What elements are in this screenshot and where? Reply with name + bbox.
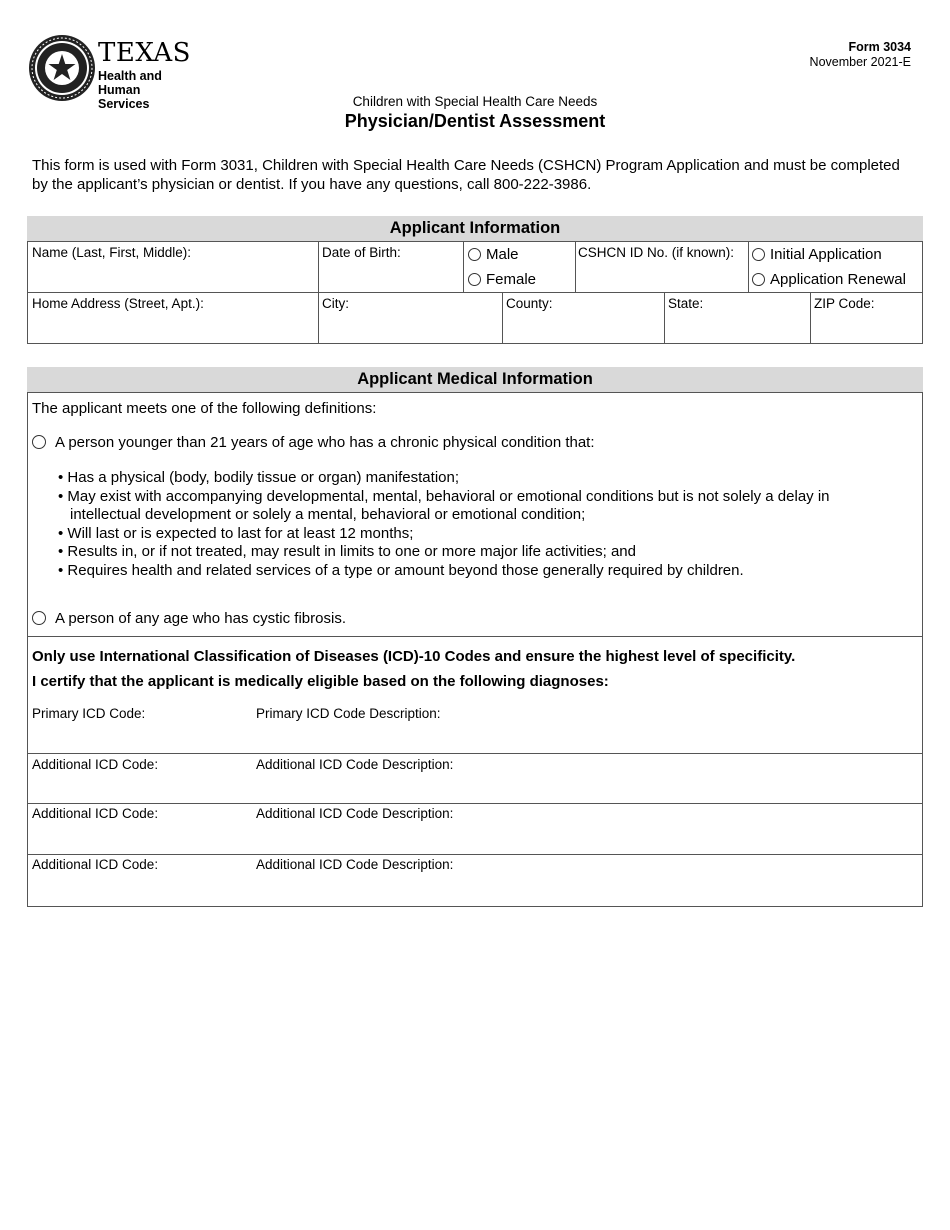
home-address-field[interactable] bbox=[28, 293, 318, 314]
initial-application-label: Initial Application bbox=[770, 246, 882, 263]
section-heading: Applicant Information bbox=[27, 216, 923, 241]
male-label: Male bbox=[486, 246, 519, 263]
form-subtitle: Children with Special Health Care Needs bbox=[352, 94, 598, 109]
list-item: • Requires health and related services of a type or amount beyond those generally required by children. bbox=[58, 562, 878, 581]
city-field[interactable] bbox=[318, 293, 502, 314]
additional-icd-code-field-1[interactable]: Additional ICD Code: bbox=[32, 757, 159, 772]
list-item: • May exist with accompanying developmental, mental, behavioral or emotional conditions but is not solely a delay in intellectual development or solely a mental, behavioral or emotional condition; bbox=[58, 488, 878, 525]
zip-code-label: ZIP Code: bbox=[814, 296, 875, 311]
medical-information-grid bbox=[27, 392, 923, 907]
title-block bbox=[0, 94, 950, 132]
form-title: Physician/Dentist Assessment bbox=[344, 111, 606, 131]
county-label: County: bbox=[506, 296, 553, 311]
zip-code-field[interactable] bbox=[810, 293, 922, 314]
state-field[interactable] bbox=[664, 293, 810, 314]
name-label: Name (Last, First, Middle): bbox=[32, 245, 192, 260]
definition-option-1-label: A person younger than 21 years of age who has a chronic physical condition that: bbox=[55, 434, 595, 451]
definitions-intro: The applicant meets one of the following definitions: bbox=[32, 400, 377, 417]
name-field[interactable] bbox=[28, 242, 318, 263]
applicant-information-grid bbox=[27, 241, 923, 344]
female-label: Female bbox=[486, 271, 537, 288]
form-date: November 2021-E bbox=[809, 55, 911, 69]
definition-option-2[interactable] bbox=[32, 609, 346, 628]
logo-wordmark: TEXAS bbox=[98, 38, 191, 68]
logo-subtitle-1: Health and Human bbox=[98, 69, 162, 97]
definition-option-1[interactable] bbox=[32, 433, 595, 452]
radio-icon bbox=[32, 435, 46, 449]
section-heading: Applicant Medical Information bbox=[27, 367, 923, 392]
logo-subtitle-2: Services bbox=[98, 97, 150, 111]
dob-field[interactable] bbox=[318, 242, 463, 263]
female-radio[interactable] bbox=[468, 271, 536, 288]
additional-icd-description-field-3[interactable]: Additional ICD Code Description: bbox=[256, 857, 454, 872]
male-radio[interactable] bbox=[468, 246, 519, 263]
radio-icon bbox=[468, 273, 481, 286]
intro-paragraph: This form is used with Form 3031, Children with Special Health Care Needs (CSHCN) Program Application and must be completed by the applicant’s physician or dentist. If you have any questions, call 800-222-3986. bbox=[32, 157, 900, 193]
list-item: • Has a physical (body, bodily tissue or organ) manifestation; bbox=[58, 469, 878, 488]
radio-icon bbox=[752, 248, 765, 261]
home-address-label: Home Address (Street, Apt.): bbox=[32, 296, 204, 311]
form-identifier bbox=[810, 40, 911, 70]
radio-icon bbox=[752, 273, 765, 286]
application-renewal-radio[interactable] bbox=[752, 271, 906, 288]
application-renewal-label: Application Renewal bbox=[770, 271, 906, 288]
chronic-condition-criteria bbox=[58, 469, 878, 580]
radio-icon bbox=[468, 248, 481, 261]
radio-icon bbox=[32, 611, 46, 625]
icd-instruction: Only use International Classification of Diseases (ICD)-10 Codes and ensure the highest level of specificity. bbox=[32, 648, 796, 665]
primary-icd-description-field[interactable]: Primary ICD Code Description: bbox=[256, 706, 441, 721]
cshcn-id-label: CSHCN ID No. (if known): bbox=[578, 245, 735, 260]
cshcn-id-field[interactable] bbox=[575, 242, 748, 263]
state-label: State: bbox=[668, 296, 704, 311]
medical-information-section bbox=[27, 367, 923, 907]
primary-icd-code-field[interactable]: Primary ICD Code: bbox=[32, 706, 146, 721]
texas-seal-icon bbox=[28, 34, 96, 102]
definition-option-2-label: A person of any age who has cystic fibrosis. bbox=[55, 610, 346, 627]
additional-icd-code-field-3[interactable]: Additional ICD Code: bbox=[32, 857, 159, 872]
list-item: • Results in, or if not treated, may result in limits to one or more major life activities; and bbox=[58, 543, 878, 562]
additional-icd-code-field-2[interactable]: Additional ICD Code: bbox=[32, 806, 159, 821]
initial-application-radio[interactable] bbox=[752, 246, 882, 263]
city-label: City: bbox=[322, 296, 349, 311]
applicant-information-section bbox=[27, 216, 923, 344]
dob-label: Date of Birth: bbox=[322, 245, 401, 260]
list-item: • Will last or is expected to last for at least 12 months; bbox=[58, 525, 878, 544]
additional-icd-description-field-1[interactable]: Additional ICD Code Description: bbox=[256, 757, 454, 772]
additional-icd-description-field-2[interactable]: Additional ICD Code Description: bbox=[256, 806, 454, 821]
form-number: Form 3034 bbox=[848, 40, 911, 54]
county-field[interactable] bbox=[502, 293, 664, 314]
certification-statement: I certify that the applicant is medically eligible based on the following diagnoses: bbox=[32, 673, 609, 690]
